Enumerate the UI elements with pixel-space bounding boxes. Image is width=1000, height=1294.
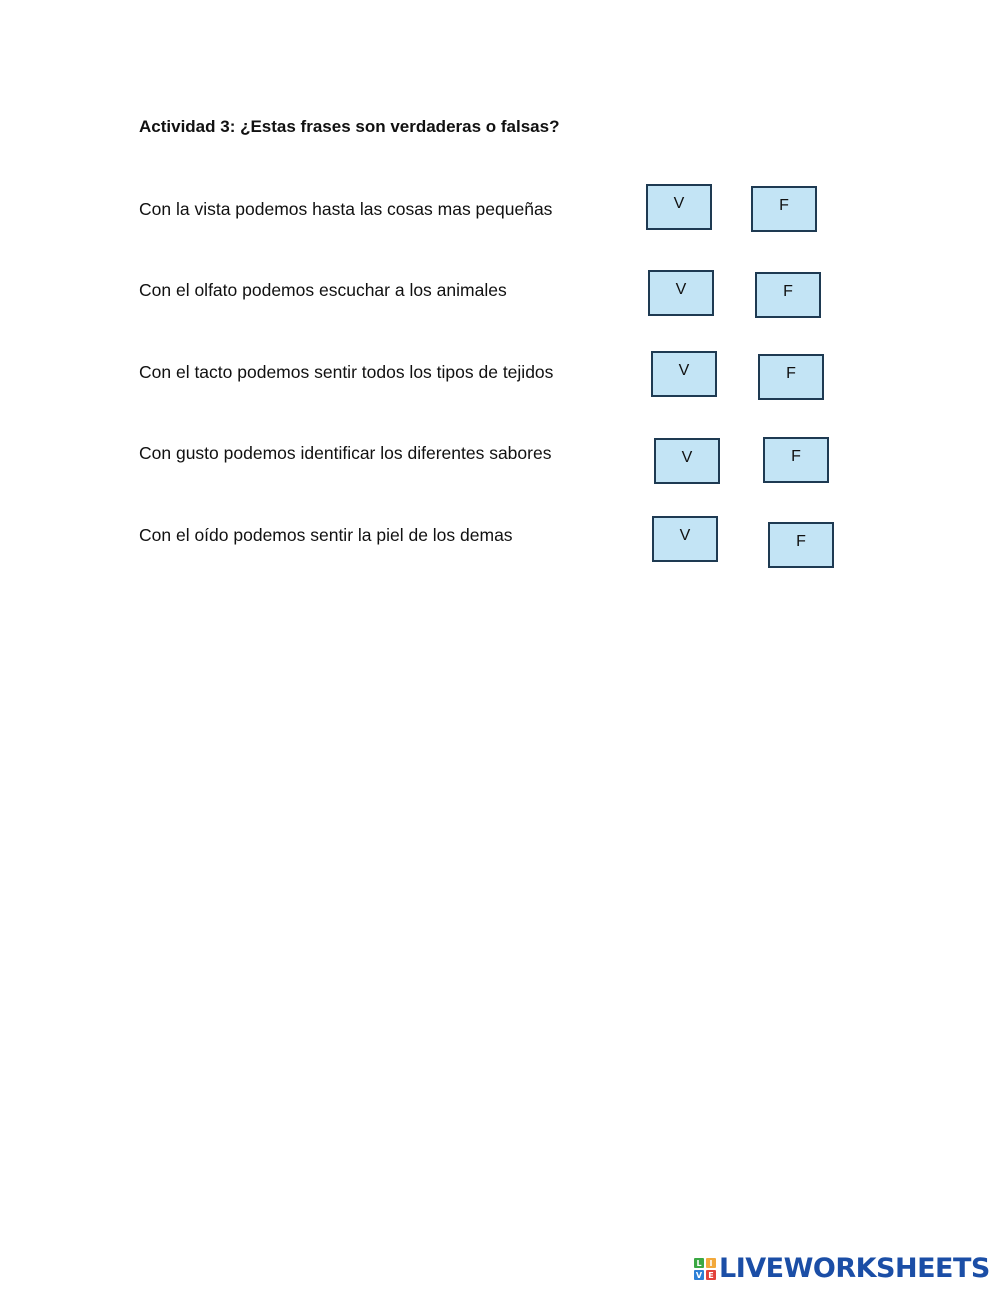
liveworksheets-logo: [694, 1255, 990, 1283]
true-box-1[interactable]: V: [646, 184, 712, 230]
statement-3: Con el tacto podemos sentir todos los tipos de tejidos: [139, 362, 554, 382]
logo-text: LIVEWORKSHEETS: [719, 1253, 990, 1284]
false-box-3[interactable]: F: [758, 354, 824, 400]
logo-mark-icon: [694, 1258, 716, 1280]
false-box-1[interactable]: F: [751, 186, 817, 232]
false-box-5[interactable]: F: [768, 522, 834, 568]
true-box-3[interactable]: V: [651, 351, 717, 397]
logo-mark-letter: E: [706, 1270, 716, 1280]
logo-mark-letter: V: [695, 1270, 703, 1280]
true-box-5[interactable]: V: [652, 516, 718, 562]
logo-mark-letter: I: [706, 1258, 716, 1268]
true-box-2[interactable]: V: [648, 270, 714, 316]
logo-mark-letter: L: [694, 1258, 704, 1268]
false-box-2[interactable]: F: [755, 272, 821, 318]
activity-title: Actividad 3: ¿Estas frases son verdaderas o falsas?: [139, 117, 560, 136]
statement-4: Con gusto podemos identificar los diferentes sabores: [139, 443, 552, 463]
true-box-4[interactable]: V: [654, 438, 720, 484]
false-box-4[interactable]: F: [763, 437, 829, 483]
statement-5: Con el oído podemos sentir la piel de los demas: [139, 525, 513, 545]
statement-1: Con la vista podemos hasta las cosas mas pequeñas: [139, 199, 553, 219]
statement-2: Con el olfato podemos escuchar a los animales: [139, 280, 507, 300]
